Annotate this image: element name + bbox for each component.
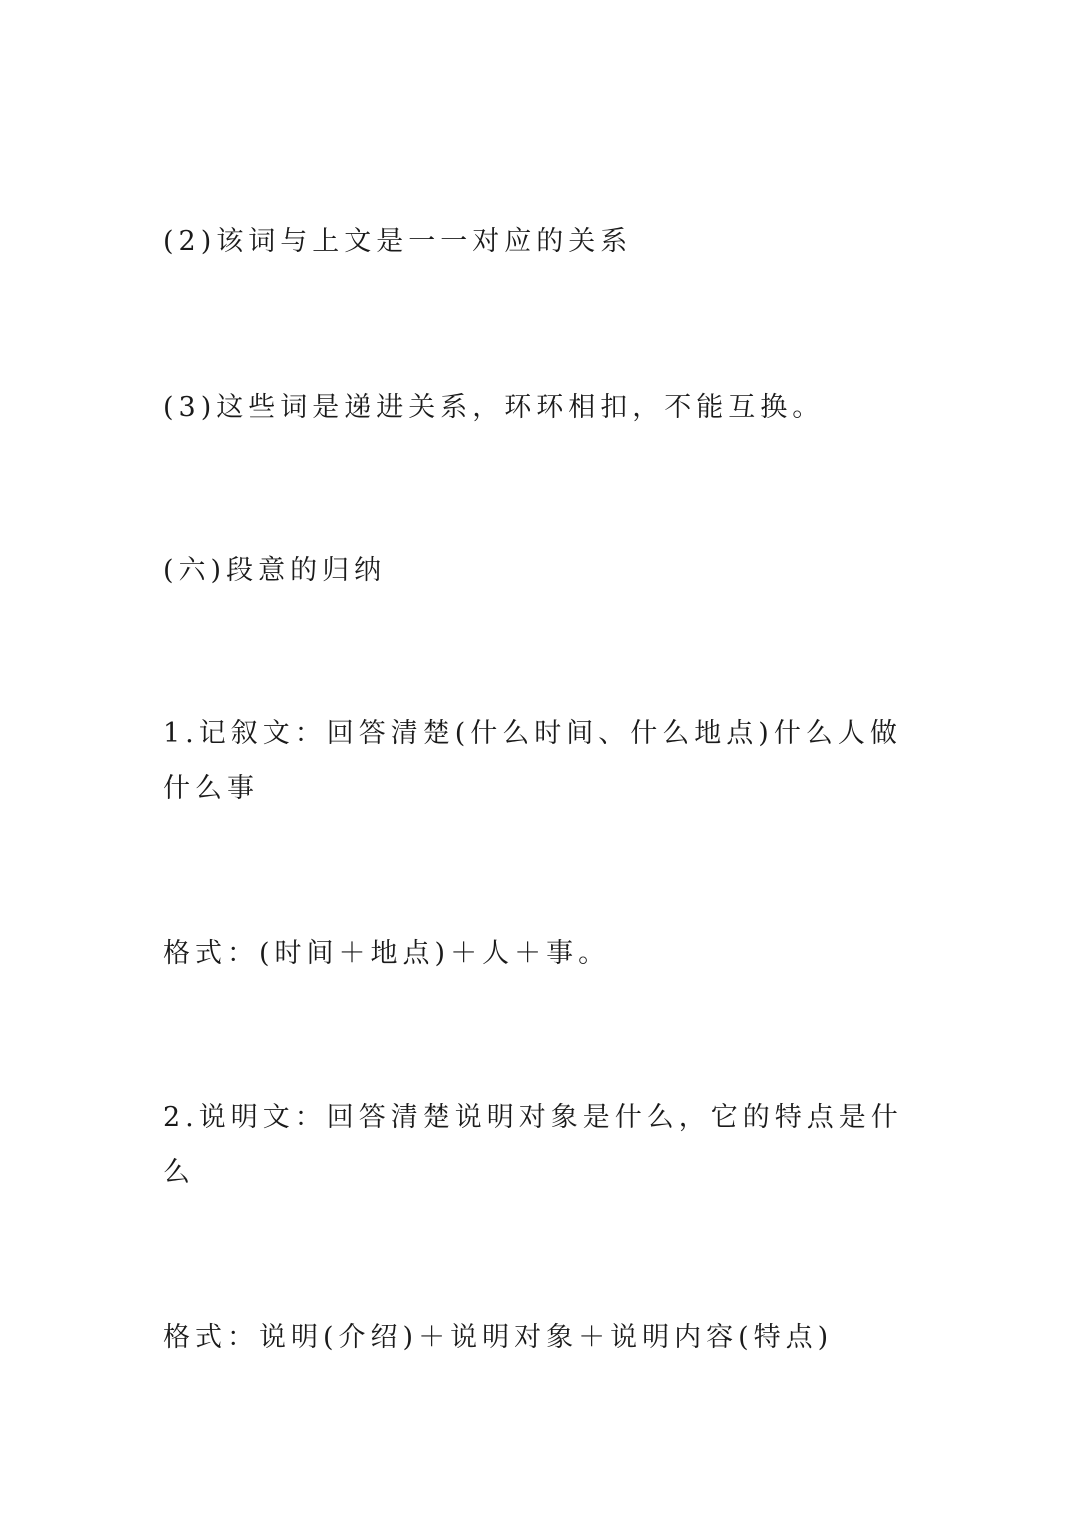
paragraph-expository-rule: 2.说明文：回答清楚说明对象是什么，它的特点是什么: [163, 1102, 903, 1188]
section-heading-paragraph-summary: (六)段意的归纳: [163, 555, 387, 586]
paragraph-item-3-progression: (3)这些词是递进关系，环环相扣，不能互换。: [163, 392, 825, 423]
paragraph-item-2-relation: (2)该词与上文是一一对应的关系: [163, 226, 633, 257]
paragraph-expository-format: 格式：说明(介绍)＋说明对象＋说明内容(特点): [163, 1322, 834, 1353]
paragraph-narrative-format: 格式：(时间＋地点)＋人＋事。: [163, 938, 611, 969]
paragraph-narrative-rule: 1.记叙文：回答清楚(什么时间、什么地点)什么人做什么事: [163, 718, 902, 804]
